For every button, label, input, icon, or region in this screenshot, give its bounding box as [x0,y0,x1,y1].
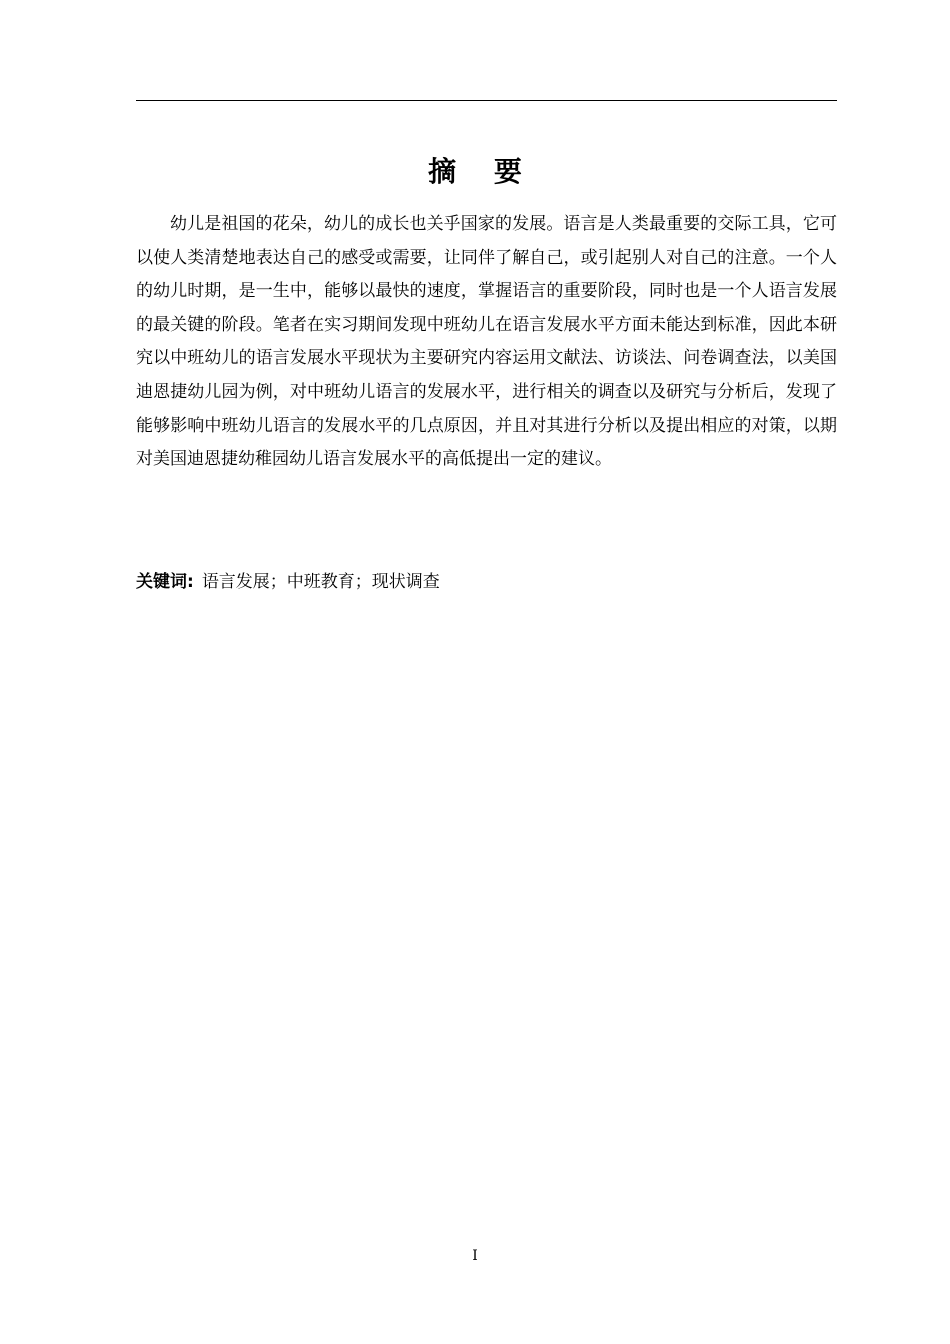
header-rule [136,100,837,101]
abstract-text: 幼儿是祖国的花朵，幼儿的成长也关乎国家的发展。语言是人类最重要的交际工具，它可以使人类清楚地表达自己的感受或需要，让同伴了解自己，或引起别人对自己的注意。一个人的幼儿时期，是一生中，能够以最快的速度，掌握语言的重要阶段，同时也是一个人语言发展的最关键的阶段。笔者在实习期间发现中班幼儿在语言发展水平方面未能达到标准，因此本研究以中班幼儿的语言发展水平现状为主要研究内容运用文献法、访谈法、问卷调查法，以美国迪恩捷幼儿园为例，对中班幼儿语言的发展水平，进行相关的调查以及研究与分析后，发现了能够影响中班幼儿语言的发展水平的几点原因，并且对其进行分析以及提出相应的对策，以期对美国迪恩捷幼稚园幼儿语言发展水平的高低提出一定的建议。 [136,214,837,470]
page-title: 摘 要 [428,155,536,188]
keywords-label: 关键词: [136,572,194,592]
keywords-line [136,567,837,597]
page-number: I [472,1248,478,1264]
keywords-list: 语言发展；中班教育；现状调查 [201,572,440,592]
